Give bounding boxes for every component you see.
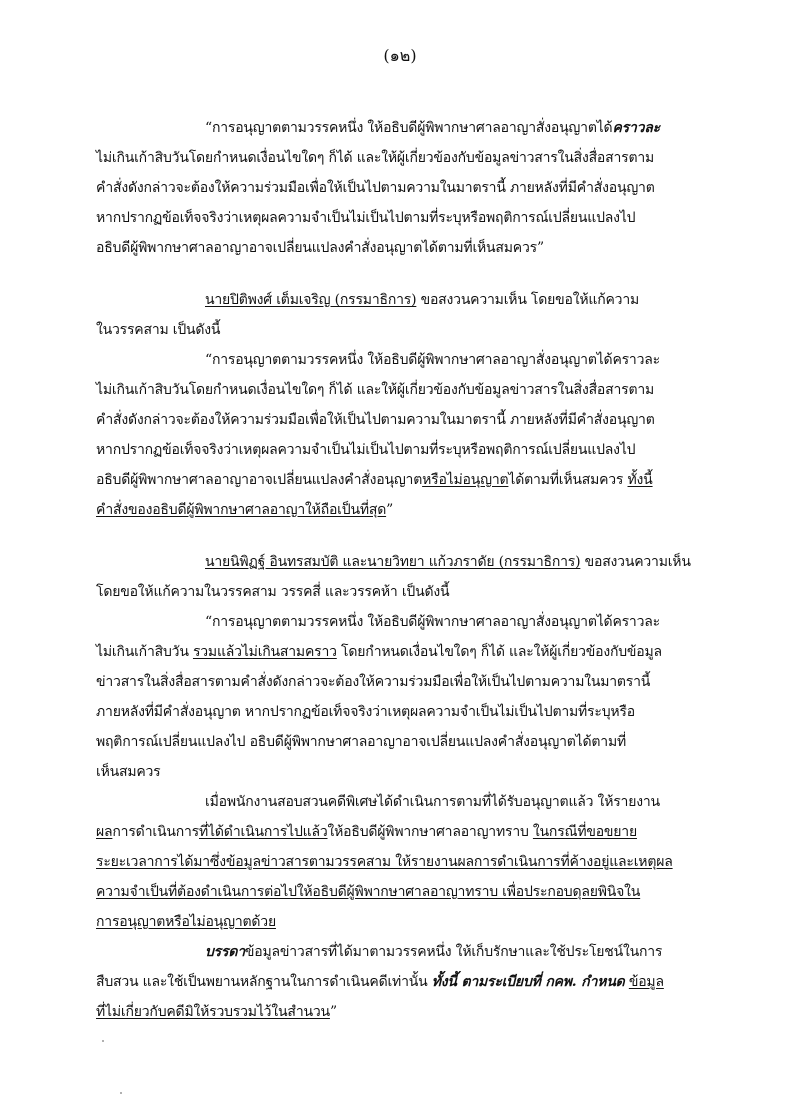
text-line: “การอนุญาตตามวรรคหนึ่ง ให้อธิบดีผู้พิพากษาศาลอาญาสั่งอนุญาตได้คราวละ <box>205 352 660 368</box>
text-line <box>205 552 691 572</box>
text-span: “การอนุญาตตามวรรคหนึ่ง ให้อธิบดีผู้พิพากษาศาลอาญาสั่งอนุญาตได้ <box>205 120 613 136</box>
text-line: ข่าวสารในสิ่งสื่อสารตามคำสั่งดังกล่าวจะต้องให้ความร่วมมือเพื่อให้เป็นไปตามความในมาตรานี้ <box>96 674 651 690</box>
text-line: อธิบดีผู้พิพากษาศาลอาญาอาจเปลี่ยนแปลงคำสั่งอนุญาตได้ตามที่เห็นสมควร” <box>96 240 544 256</box>
underlined-text: หรือไม่อนุญาต <box>422 472 509 488</box>
text-span: สืบสวน และใช้เป็นพยานหลักฐานในการดำเนินคดีเท่านั้น <box>96 974 432 990</box>
text-line: เมื่อพนักงานสอบสวนคดีพิเศษได้ดำเนินการตามที่ได้รับอนุญาตแล้ว ให้รายงาน <box>205 794 660 810</box>
text-line: ในวรรคสาม เป็นดังนี้ <box>96 322 221 338</box>
underlined-text: ผล <box>96 824 113 840</box>
text-span: ข้อมูลข่าวสารที่ได้มาตามวรรคหนึ่ง ให้เก็บรักษาและใช้ประโยชน์ในการ <box>244 944 663 960</box>
text-line <box>96 822 637 842</box>
underlined-text: ที่ได้ดำเนินการไปแล้ว <box>199 824 328 840</box>
text-span: ขอสงวนความเห็น <box>580 554 691 570</box>
text-span: ได้ตามที่เห็นสมควร <box>508 472 628 488</box>
text-span: อธิบดีผู้พิพากษาศาลอาญาอาจเปลี่ยนแปลงคำสั่งอนุญาต <box>96 472 423 488</box>
text-line: ความจำเป็นที่ต้องดำเนินการต่อไปให้อธิบดีผู้พิพากษาศาลอาญาทราบ เพื่อประกอบดุลยพินิจใน <box>96 884 641 900</box>
underlined-text: รวมแล้วไม่เกินสามคราว <box>192 644 337 660</box>
text-line <box>205 942 662 962</box>
text-line <box>96 470 653 490</box>
scan-speck <box>102 1040 104 1042</box>
text-line <box>205 290 639 310</box>
scan-speck <box>120 1092 122 1094</box>
emphasis-text: บรรดา <box>205 944 245 960</box>
underlined-text: ในกรณีที่ขอขยาย <box>532 824 637 840</box>
text-span: โดยกำหนดเงื่อนไขใดๆ ก็ได้ และให้ผู้เกี่ยวข้องกับข้อมูล <box>336 644 662 660</box>
underlined-text: ข้อมูล <box>628 974 664 990</box>
text-line: พฤติการณ์เปลี่ยนแปลงไป อธิบดีผู้พิพากษาศาลอาญาอาจเปลี่ยนแปลงคำสั่งอนุญาตได้ตามที่ <box>96 734 627 750</box>
text-line: หากปรากฏข้อเท็จจริงว่าเหตุผลความจำเป็นไม่เป็นไปตามที่ระบุหรือพฤติการณ์เปลี่ยนแปลงไป <box>96 210 636 226</box>
speaker-name: นายนิพิฏฐ์ อินทรสมบัติ และนายวิทยา แก้วภราดัย (กรรมาธิการ) <box>205 554 581 570</box>
text-span: การดำเนินการ <box>112 824 199 840</box>
text-line <box>96 500 393 520</box>
text-line <box>205 118 660 138</box>
text-line: การอนุญาตหรือไม่อนุญาตด้วย <box>96 914 276 930</box>
text-span: ” <box>329 1004 337 1020</box>
underlined-text: ทั้งนี้ <box>627 472 653 488</box>
page-number: (๑๒) <box>383 46 417 65</box>
text-line: คำสั่งดังกล่าวจะต้องให้ความร่วมมือเพื่อให้เป็นไปตามความในมาตรานี้ ภายหลังที่มีคำสั่งอนุญาต <box>96 412 655 428</box>
text-line: หากปรากฏข้อเท็จจริงว่าเหตุผลความจำเป็นไม่เป็นไปตามที่ระบุหรือพฤติการณ์เปลี่ยนแปลงไป <box>96 442 636 458</box>
text-line: ภายหลังที่มีคำสั่งอนุญาต หากปรากฏข้อเท็จจริงว่าเหตุผลความจำเป็นไม่เป็นไปตามที่ระบุหรือ <box>96 704 635 720</box>
text-span: ขอสงวนความเห็น โดยขอให้แก้ความ <box>416 292 640 308</box>
text-line: ไม่เกินเก้าสิบวันโดยกำหนดเงื่อนไขใดๆ ก็ได้ และให้ผู้เกี่ยวข้องกับข้อมูลข่าวสารในสิ่งสื่อสารตาม <box>96 382 655 398</box>
text-line: “การอนุญาตตามวรรคหนึ่ง ให้อธิบดีผู้พิพากษาศาลอาญาสั่งอนุญาตได้คราวละ <box>205 614 660 630</box>
text-line <box>96 642 662 662</box>
underlined-text: คำสั่งของอธิบดีผู้พิพากษาศาลอาญาให้ถือเป็นที่สุด <box>96 502 387 518</box>
emphasis-text: ทั้งนี้ ตามระเบียบที่ กคพ. กำหนด <box>431 974 625 990</box>
emphasis-text: คราวละ <box>612 120 660 136</box>
text-span: ” <box>386 502 394 518</box>
text-span: ไม่เกินเก้าสิบวัน <box>96 644 193 660</box>
text-line: โดยขอให้แก้ความในวรรคสาม วรรคสี่ และวรรคห้า เป็นดังนี้ <box>96 584 450 600</box>
text-line: คำสั่งดังกล่าวจะต้องให้ความร่วมมือเพื่อให้เป็นไปตามความในมาตรานี้ ภายหลังที่มีคำสั่งอนุญาต <box>96 180 655 196</box>
text-line: เห็นสมควร <box>96 764 161 780</box>
speaker-name: นายปิติพงศ์ เต็มเจริญ (กรรมาธิการ) <box>205 292 417 308</box>
text-line: ไม่เกินเก้าสิบวันโดยกำหนดเงื่อนไขใดๆ ก็ได้ และให้ผู้เกี่ยวข้องกับข้อมูลข่าวสารในสิ่งสื่อสารตาม <box>96 150 655 166</box>
text-line <box>96 972 664 992</box>
text-span: ให้อธิบดีผู้พิพากษาศาลอาญาทราบ <box>327 824 533 840</box>
text-line <box>96 1002 337 1022</box>
underlined-text: ที่ไม่เกี่ยวกับคดีมิให้รวบรวมไว้ในสำนวน <box>96 1004 330 1020</box>
text-line: ระยะเวลาการได้มาซึ่งข้อมูลข่าวสารตามวรรคสาม ให้รายงานผลการดำเนินการที่ค้างอยู่และเหตุผล <box>96 854 673 870</box>
